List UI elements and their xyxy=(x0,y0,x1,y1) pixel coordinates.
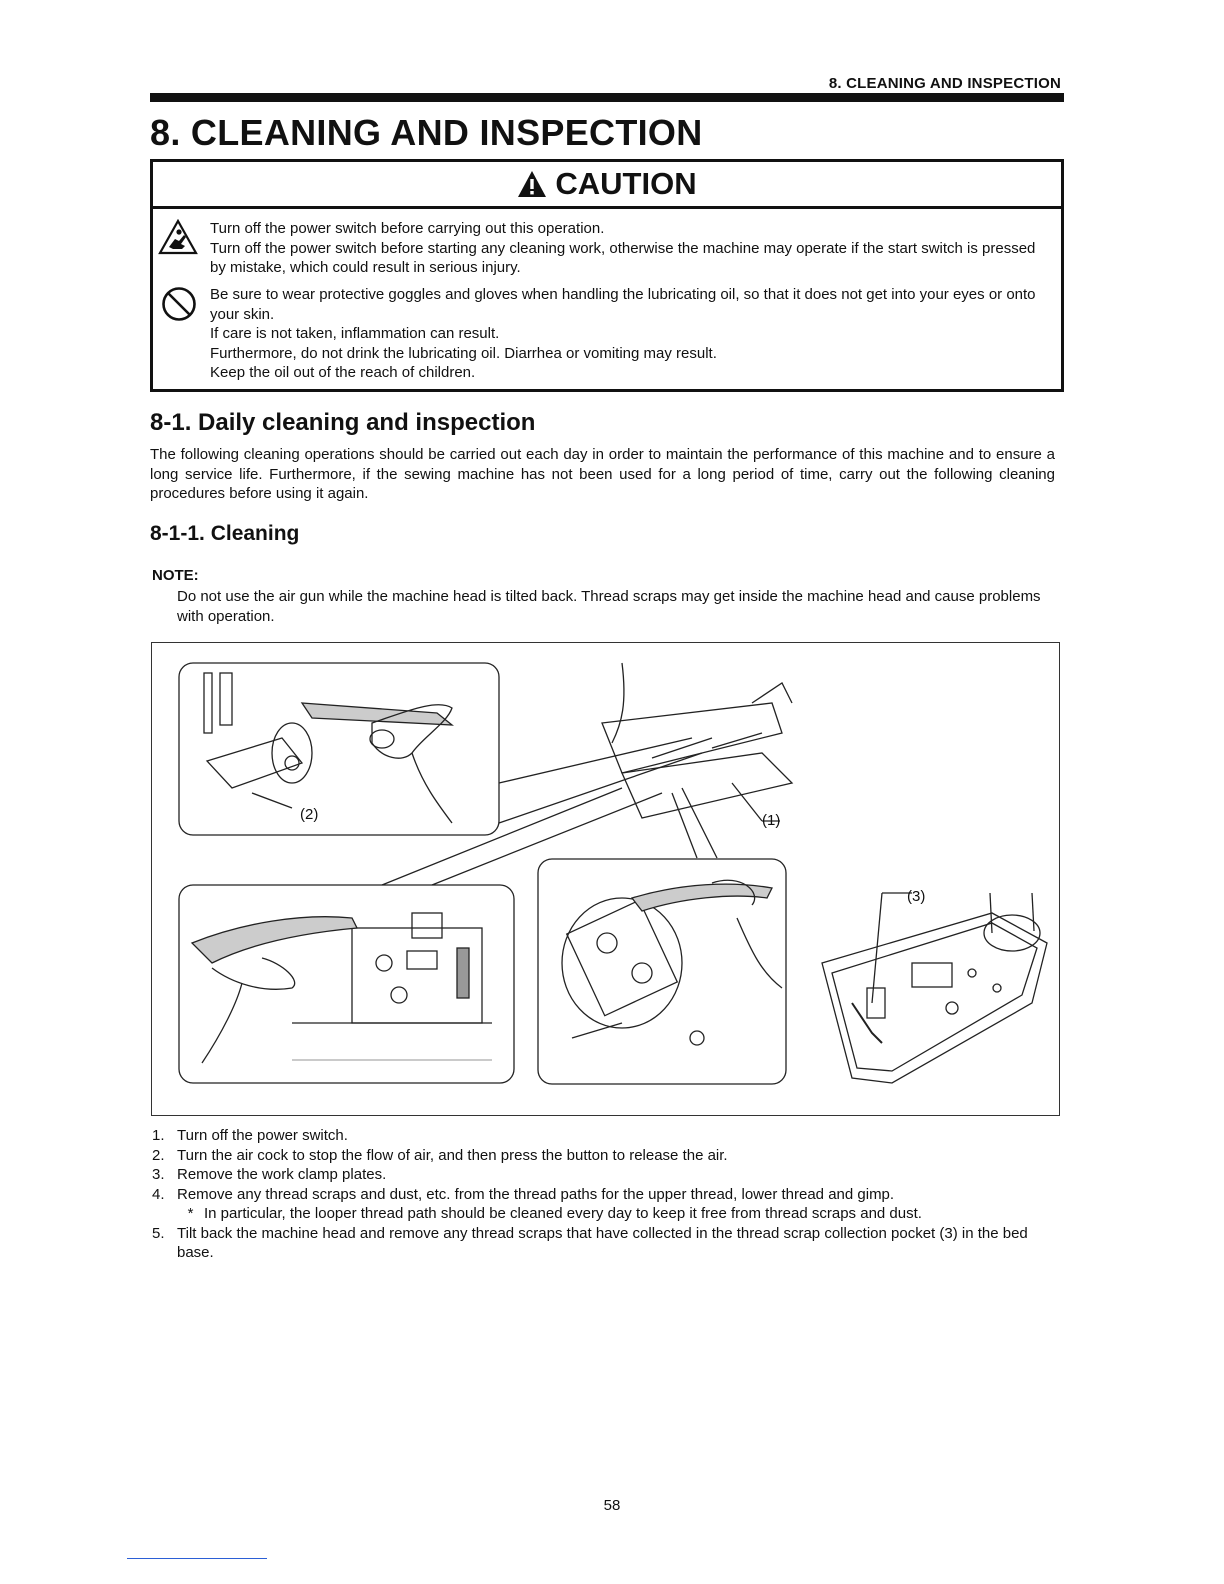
list-item xyxy=(152,1126,1057,1146)
callout-2: (2) xyxy=(300,806,319,823)
prohibition-icon xyxy=(161,286,197,322)
caution-prohibition-line: Furthermore, do not drink the lubricating oil. Diarrhea or vomiting may result. xyxy=(210,344,717,362)
callout-3: (3) xyxy=(907,888,926,905)
caution-header xyxy=(153,162,1061,209)
step-number: 1. xyxy=(152,1127,165,1144)
step-text: Tilt back the machine head and remove any thread scraps that have collected in the thread scrap collection pocket (3) in the bed base. xyxy=(177,1224,1028,1261)
detail-panel-2 xyxy=(179,663,499,835)
chapter-title: 8. CLEANING AND INSPECTION xyxy=(150,112,703,153)
caution-warning-line: Turn off the power switch before carrying out this operation. xyxy=(210,220,605,237)
step-number: 5. xyxy=(152,1224,165,1242)
hand-injury-warning-icon xyxy=(158,219,198,255)
callout-1: (1) xyxy=(762,812,781,829)
header-rule xyxy=(150,93,1064,102)
caution-prohibition-line: If care is not taken, inflammation can result. xyxy=(210,325,500,342)
step-text: Turn the air cock to stop the flow of air, and then press the button to release the air. xyxy=(177,1146,728,1164)
caution-warning-line: Turn off the power switch before starting any cleaning work, otherwise the machine may operate if the start switch is pressed by mistake, which could result in serious injury. xyxy=(210,239,1036,276)
cleaning-illustration xyxy=(151,642,1060,1116)
caution-prohibition-text xyxy=(210,285,1055,383)
list-item xyxy=(152,1224,1057,1263)
subnote-text: In particular, the looper thread path should be cleaned every day to keep it free from thread scraps and dust. xyxy=(204,1205,922,1222)
list-item xyxy=(152,1185,1057,1205)
step-text: Turn off the power switch. xyxy=(177,1127,348,1144)
step-text: Remove any thread scraps and dust, etc. from the thread paths for the upper thread, lower thread and gimp. xyxy=(177,1185,895,1203)
steps-list xyxy=(152,1126,1057,1263)
caution-title: CAUTION xyxy=(555,166,697,201)
subnote-marker: * xyxy=(187,1205,194,1222)
step-number: 4. xyxy=(152,1185,165,1203)
note-label: NOTE: xyxy=(152,567,199,584)
note-text: Do not use the air gun while the machine head is tilted back. Thread scraps may get inside the machine head and cause problems with operation. xyxy=(177,588,1041,625)
step-number: 3. xyxy=(152,1166,165,1183)
subsection-title: 8-1-1. Cleaning xyxy=(150,522,300,545)
caution-triangle-icon xyxy=(517,170,547,198)
list-item xyxy=(152,1165,1057,1185)
running-header: 8. CLEANING AND INSPECTION xyxy=(828,75,1061,92)
page-number: 58 xyxy=(603,1497,621,1514)
section-intro: The following cleaning operations should be carried out each day in order to maintain the performance of this machine and to ensure a long service life. Furthermore, if the sewing machine has not been used for a long period of time, carry out the following cleaning procedures before using it again. xyxy=(150,446,1055,502)
caution-prohibition-line: Keep the oil out of the reach of children. xyxy=(210,364,476,381)
section-title: 8-1. Daily cleaning and inspection xyxy=(150,409,536,436)
step-text: Remove the work clamp plates. xyxy=(177,1166,387,1183)
caution-prohibition-line: Be sure to wear protective goggles and gloves when handling the lubricating oil, so that it does not get into your eyes or onto your skin. xyxy=(210,286,1036,323)
list-item xyxy=(152,1146,1057,1166)
caution-box xyxy=(150,159,1064,392)
caution-warning-text xyxy=(210,219,1055,278)
step-number: 2. xyxy=(152,1146,165,1164)
step-subnote xyxy=(152,1204,1057,1224)
cleaning-illustration-drawing xyxy=(152,643,1059,1115)
footnote-rule xyxy=(127,1558,267,1559)
